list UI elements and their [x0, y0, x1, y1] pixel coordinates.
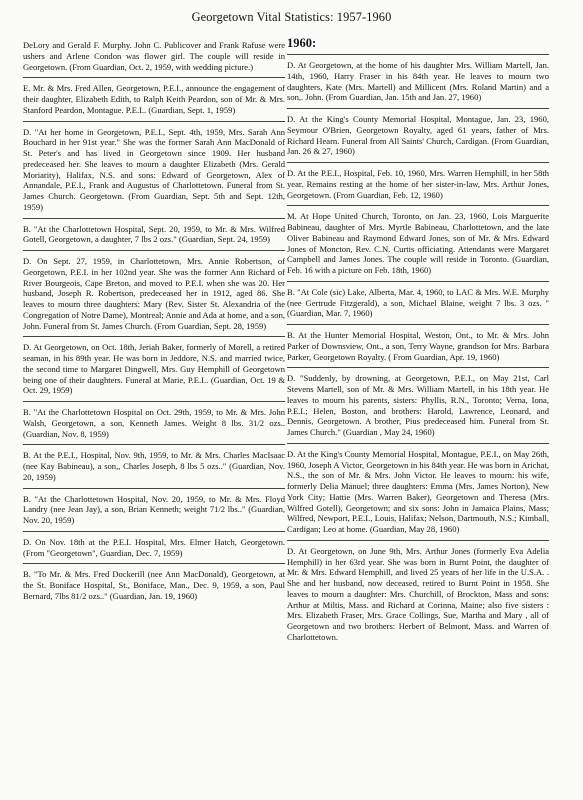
entry-text: E. Mr. & Mrs. Fred Allen, Georgetown, P.E.I., announce the engagement of their daughter, Elizabeth Edith, to Ralph Keith Peardon, son of Mr. & Mrs. Stanford Peardon, Montague. P.E.I.. (Guardian, Sept. 1, 1959): [23, 83, 285, 115]
entry: [23, 250, 285, 336]
entry: [23, 77, 285, 120]
entry-text: D. At Georgetown, at the home of his daughter Mrs. William Martell, Jan. 14th, 1960, Harry Fraser in his 84th year. He leaves to mourn two daughters, Kate (Mrs. Martell) and Millicent (Mrs. Roland Martin) and a son,. John. (From Guardian, Jan. 15th and Jan. 27, 1960): [287, 60, 549, 103]
entry-text: D. At the P.E.I., Hospital, Feb. 10, 1960, Mrs. Warren Hemphill, in her 58th year. Remains resting at the home of her sister-in-law, Mrs. Arthur Jones, Georgetown. (From Guardian, Feb. 12, 1960): [287, 168, 549, 200]
entry-text: DeLory and Gerald F. Murphy. John C. Publicover and Frank Rafuse were ushers and Arlene Condon was flower girl. The couple will reside in Georgetown. (From Guardian, Oct. 2, 1959, with wedding picture.): [23, 40, 285, 72]
entry-text: D. At the King's County Memorial Hospital, Montague, P.E.I., on May 26th, 1960, Joseph A Victor, Georgetown in his 84th year. He was born in Arichat, N.S., the son of Mr. & Mrs. John Victor. He leaves to mourn: his wife, formerly Delia Manuel; three daughters: Emma (Mrs. James Norton), New York City; Hattie (Mrs. Warren Baker), Georgetown and Theresa (Mrs. Wilfred Gotell), Georgetown; and six sons: John in Jamaica Plains, Mass; Wilfred, Newport, P.E.I., Louis, Halifax; Nelson, Dartmouth, N.S.; Kimball, Cardigan; Leo at home. (Guardian, May 28, 1960): [287, 448, 549, 534]
entry: [23, 336, 285, 401]
entry: [287, 443, 549, 540]
entry-text: D. At the King's County Memorial Hospital, Montague, Jan. 23, 1960, Seymour O'Brien, Georgetown Royalty, aged 61 years, father of Mrs. Richard Hearn. Funeral from All Saints' Church, Cardigan. (From Guardian, Jan. 26 & 27, 1960): [287, 114, 549, 157]
entry: [23, 218, 285, 251]
entry-text: B. At the Hunter Memorial Hospital, Weston, Ont., to Mr. & Mrs. John Parker of Downsview, Ont., a son, Terry Wayne, grandson for Mrs. Barbara Parker, Georgetown Royalty. ( From Guardian, Apr. 19, 1960): [287, 330, 549, 362]
entry: [287, 367, 549, 443]
entry: [287, 281, 549, 324]
entry: [23, 563, 285, 606]
entry-text: D. "Suddenly, by drowning, at Georgetown, P.E.I., on May 21st, Carl Stevens Martell, son of Mr. & Mrs. William Martell, in his 18th year. He leaves to mourn his parents, sisters: Phyllis, R.N., Toronto; Verna, Iona, P.E.I.; Helen, Boston, and brothers: Harold, Lawrence, Leonard, and Dennis, Georgetown. A brother, Pius predeceased him. Funeral from St. James Church." (Guardian , May 24, 1960): [287, 373, 549, 437]
entry-text: M. At Hope United Church, Toronto, on Jan. 23, 1960, Lois Marguerite Babineau, daughter of Mrs. Myrtle Babineau, Charlottetown, and the late Oliver Babineau and Raymond Edward Jones, son of Mr. & Mrs. Edward Jones of Moncton, Rev. C.N. Curtis officiating. Attendants were Margaret Campbell and James Jones. The couple will reside in Toronto. (Guardian, Feb. 16 with a picture on Feb. 18th, 1960): [287, 211, 549, 275]
entry-text: D. On Nov. 18th at the P.E.I. Hospital, Mrs. Elmer Hatch, Georgetown. (From "Georgetown", Guardian, Dec. 7, 1959): [23, 536, 285, 558]
entry-text: D. At Georgetown, on June 9th, Mrs. Arthur Jones (formerly Eva Adelia Hemphill) in her 63rd year. She was born in Burnt Point, the daughter of Mr. & Mrs. Edward Hemphill, and lived 25 years of her life in the U.S.A. . She and her husband, now deceased, retired to Burnt Point in 1958. She leaves to mourn a daughter: Mrs. Churchill, of Brockton, Mass and sons: Arthur at Miltis, Mass. and Richard at Corinna, Maine; also five sisters : Mrs. Elizabeth Fraser, Mrs. Grace Collings, Sue, Martha and Mary , all of Georgetown and two brothers: Herbert of Belmont, Mass. and Warren of Charlottetown.: [287, 545, 549, 642]
entry: [287, 54, 549, 108]
entry: [287, 540, 549, 648]
entry: [287, 162, 549, 205]
left-column: [23, 40, 285, 607]
entry: [23, 444, 285, 487]
entry: [23, 488, 285, 531]
year-heading: 1960:: [287, 36, 317, 50]
entry-text: D. At Georgetown, on Oct. 18th, Jeriah Baker, formerly of Morell, a retired seaman, in his 89th year. He was born in Jeddore, N.S. and married twice, the second time to Margaret Dingwell, Mrs. Guy Hemphill of Georgetown being one of their daughters. Funeral at Marie, P.E.I.. (Guardian, Oct. 19 & Oct. 29, 1959): [23, 342, 285, 396]
entry-text: B. At the P.E.I., Hospital, Nov. 9th, 1959, to Mr. & Mrs. Charles MacIsaac (nee Kay Babineau), a son,, Charles Joseph, 8 lbs 5 ozs.." (Guardian, Nov. 20, 1959): [23, 450, 285, 482]
entry: [23, 531, 285, 564]
entry: [287, 108, 549, 162]
page-title: Georgetown Vital Statistics: 1957-1960: [191, 10, 392, 24]
entry-text: B. "At Cole (sic) Lake, Alberta, Mar. 4, 1960, to LAC & Mrs. W.E. Murphy (nee Gertrude Fitzgerald), a son, Michael Blaine, weight 7 lbs. 3 ozs. " (Guardian, Mar. 7, 1960): [287, 286, 549, 319]
entry-text: D. "At her home in Georgetown, P.E.I., Sept. 4th, 1959, Mrs. Sarah Ann Bouchard in her 91st year." She was the former Sarah Ann MacDonald of St. Peter's and has lived in Georgetown since 1909. Her husband predeceased her. She leaves to mourn a daughter Elizabeth (Mrs. Gerald Moriarity), Halifax, N.S. and sons: Edward of Georgetown, Alex of Annandale, P.E.I., Frank and Augustus of Charlottetown. Funeral from St. James Church. Georgetown. (From Guardian, Sept. 5th and Sept. 12th, 1959): [23, 126, 285, 212]
entry-text: B. "At the Charlottetown Hospital, Nov. 20, 1959, to Mr. & Mrs. Floyd Landry (nee Jean Jay), a son, Brian Kenneth; weight 71/2 lbs.." (Guardian, Nov. 20, 1959): [23, 493, 285, 525]
entry: [23, 401, 285, 444]
entry: [23, 121, 285, 218]
entry: [23, 40, 285, 77]
entry: [287, 205, 549, 281]
entry: [287, 324, 549, 367]
entry-text: B. "At the Charlottetown Hospital on Oct. 29th, 1959, to Mr. & Mrs. John Walsh, Georgetown, a son, Kenneth James. Weight 8 lbs. 31/2 ozs.. (Guardian, Nov. 8, 1959): [23, 407, 285, 439]
entry-text: B. "At the Charlottetown Hospital, Sept. 20, 1959, to Mr. & Mrs. Wilfred Gotell, Georgetown, a daughter, 7 lbs 2 ozs." (Guardian, Sept. 24, 1959): [23, 223, 285, 245]
right-column: [287, 36, 549, 648]
entry-text: B. "To Mr. & Mrs. Fred Dockerill (nee Ann MacDonald), Georgetown, at the St. Boniface Hospital, St., Boniface, Man., Dec. 9, 1959, a son, Paul Bernard, 7lbs 81/2 ozs.." (Guardian, Jan. 19, 1960): [23, 569, 285, 601]
entry-text: D. On Sept. 27, 1959, in Charlottetown, Mrs. Annie Robertson, of Georgetown, P.E.I. in her 102nd year. She was the former Ann Richard of River Bourgeois, Cape Breton, and moved to P.E.I. when she was 20. Her husband, Joseph R. Robertson, predeceased her in 1912, aged 86. She leaves to mourn three daughters: Mary (Rev. Sister St. Alexandria of the Congregation of Notre Dame), Montreal; Annie and Ada at home, and a son, John. Funeral from St. James Church. (From Guardian, Sept. 28, 1959): [23, 256, 285, 331]
